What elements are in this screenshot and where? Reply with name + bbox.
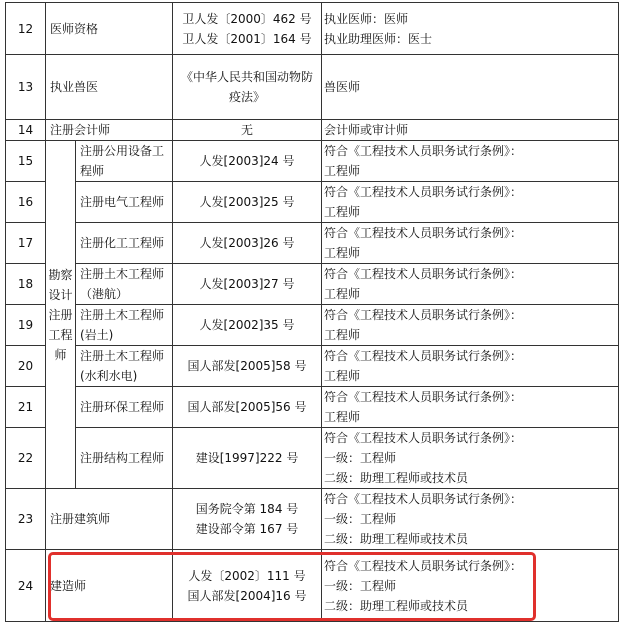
title-cell — [322, 182, 619, 223]
title-line: 一级：工程师 — [324, 512, 397, 526]
qualification-name — [76, 264, 173, 305]
qualification-name: 注册结构工程师 — [76, 428, 173, 489]
document-cell — [173, 3, 322, 55]
qualification-table — [5, 2, 619, 622]
table-row — [6, 182, 619, 223]
table-row — [6, 55, 619, 120]
title-cell — [322, 223, 619, 264]
row-number: 21 — [6, 387, 46, 428]
document-cell — [173, 489, 322, 550]
qualification-name: 执业兽医 — [46, 55, 173, 120]
title-cell — [322, 428, 619, 489]
title-cell — [322, 387, 619, 428]
row-number: 19 — [6, 305, 46, 346]
title-line: 符合《工程技术人员职务试行条例》： — [324, 144, 523, 158]
name-line: 注册土木工程师 — [80, 267, 165, 281]
title-line: 符合《工程技术人员职务试行条例》： — [324, 390, 523, 404]
title-line: 工程师 — [324, 369, 361, 383]
group-label-line: 工程 — [48, 327, 73, 342]
row-number: 15 — [6, 141, 46, 182]
document-line: 《中华人民共和国动物防 — [181, 70, 314, 84]
name-line: （港航） — [80, 287, 129, 301]
title-line: 工程师 — [324, 246, 361, 260]
row-number: 16 — [6, 182, 46, 223]
title-line: 符合《工程技术人员职务试行条例》： — [324, 558, 523, 573]
table-row — [6, 387, 619, 428]
qualification-name — [76, 305, 173, 346]
title-cell — [322, 55, 619, 120]
document-line: 卫人发〔2001〕164 号 — [182, 31, 312, 46]
document-line: 人发〔2002〕111 号 — [188, 568, 306, 583]
name-line: 注册土木工程师 — [80, 349, 165, 363]
qualification-name: 建造师 — [46, 550, 173, 622]
qualification-name: 注册会计师 — [46, 120, 173, 141]
table-row — [6, 346, 619, 387]
document-cell: 无 — [173, 120, 322, 141]
row-number: 18 — [6, 264, 46, 305]
title-line: 符合《工程技术人员职务试行条例》： — [324, 431, 523, 445]
document-cell: 人发[2003]25 号 — [173, 182, 322, 223]
title-line: 符合《工程技术人员职务试行条例》： — [324, 492, 523, 506]
document-line: 国务院令第 184 号 — [195, 502, 299, 516]
title-line: 二级：助理工程师或技术员 — [324, 532, 469, 546]
group-label-line: 勘察 — [48, 267, 73, 282]
qualification-name: 医师资格 — [46, 3, 173, 55]
document-line: 建设部令第 167 号 — [195, 522, 299, 536]
table-row — [6, 428, 619, 489]
title-line: 符合《工程技术人员职务试行条例》： — [324, 226, 523, 240]
title-line: 执业助理医师：医士 — [324, 31, 433, 46]
table-row — [6, 264, 619, 305]
qualification-name: 注册建筑师 — [46, 489, 173, 550]
title-line: 一级：工程师 — [324, 578, 397, 593]
table-row — [6, 305, 619, 346]
qualification-name: 注册化工工程师 — [76, 223, 173, 264]
name-line: 注册公用设备工 — [80, 144, 165, 158]
row-number: 20 — [6, 346, 46, 387]
table-row — [6, 489, 619, 550]
qualification-name — [76, 141, 173, 182]
document-cell: 国人部发[2005]58 号 — [173, 346, 322, 387]
group-label-line: 注册 — [48, 307, 73, 322]
row-number: 22 — [6, 428, 46, 489]
row-number: 17 — [6, 223, 46, 264]
document-cell: 人发[2002]35 号 — [173, 305, 322, 346]
row-number: 13 — [6, 55, 46, 120]
row-number: 12 — [6, 3, 46, 55]
title-cell — [322, 489, 619, 550]
row-number: 24 — [6, 550, 46, 622]
title-cell: 会计师或审计师 — [322, 120, 619, 141]
document-cell: 人发[2003]26 号 — [173, 223, 322, 264]
document-cell: 人发[2003]27 号 — [173, 264, 322, 305]
title-cell — [322, 346, 619, 387]
title-line: 执业医师：医师 — [324, 11, 409, 26]
group-label-line: 设计 — [48, 287, 73, 302]
document-cell: 人发[2003]24 号 — [173, 141, 322, 182]
title-line: 兽医师 — [324, 80, 361, 94]
document-cell: 建设[1997]222 号 — [173, 428, 322, 489]
title-line: 工程师 — [324, 205, 361, 219]
qualification-name: 注册环保工程师 — [76, 387, 173, 428]
table-row — [6, 223, 619, 264]
title-line: 工程师 — [324, 287, 361, 301]
title-line: 符合《工程技术人员职务试行条例》： — [324, 308, 523, 322]
title-line: 工程师 — [324, 164, 361, 178]
name-line: (水利水电) — [80, 369, 138, 383]
table-row — [6, 141, 619, 182]
name-line: (岩土) — [80, 328, 114, 342]
table-row — [6, 120, 619, 141]
title-line: 符合《工程技术人员职务试行条例》： — [324, 185, 523, 199]
row-number: 23 — [6, 489, 46, 550]
qualification-name — [76, 346, 173, 387]
title-cell — [322, 305, 619, 346]
title-line: 二级：助理工程师或技术员 — [324, 471, 469, 485]
title-cell — [322, 3, 619, 55]
title-line: 符合《工程技术人员职务试行条例》： — [324, 267, 523, 281]
document-line: 疫法》 — [229, 90, 266, 104]
document-cell: 国人部发[2005]56 号 — [173, 387, 322, 428]
document-line: 卫人发〔2000〕462 号 — [182, 11, 312, 26]
title-line: 二级：助理工程师或技术员 — [324, 598, 469, 613]
title-line: 符合《工程技术人员职务试行条例》： — [324, 349, 523, 363]
title-line: 工程师 — [324, 410, 361, 424]
qualification-name: 注册电气工程师 — [76, 182, 173, 223]
row-number: 14 — [6, 120, 46, 141]
group-label-line: 师 — [54, 347, 67, 362]
document-line: 国人部发[2004]16 号 — [187, 588, 307, 603]
highlight-box — [48, 552, 536, 621]
table-row — [6, 3, 619, 55]
title-cell — [322, 141, 619, 182]
title-line: 一级：工程师 — [324, 451, 397, 465]
name-line: 程师 — [80, 164, 105, 178]
group-label — [46, 141, 76, 489]
name-line: 注册土木工程师 — [80, 308, 165, 322]
title-cell — [322, 264, 619, 305]
document-cell — [173, 55, 322, 120]
title-line: 工程师 — [324, 328, 361, 342]
